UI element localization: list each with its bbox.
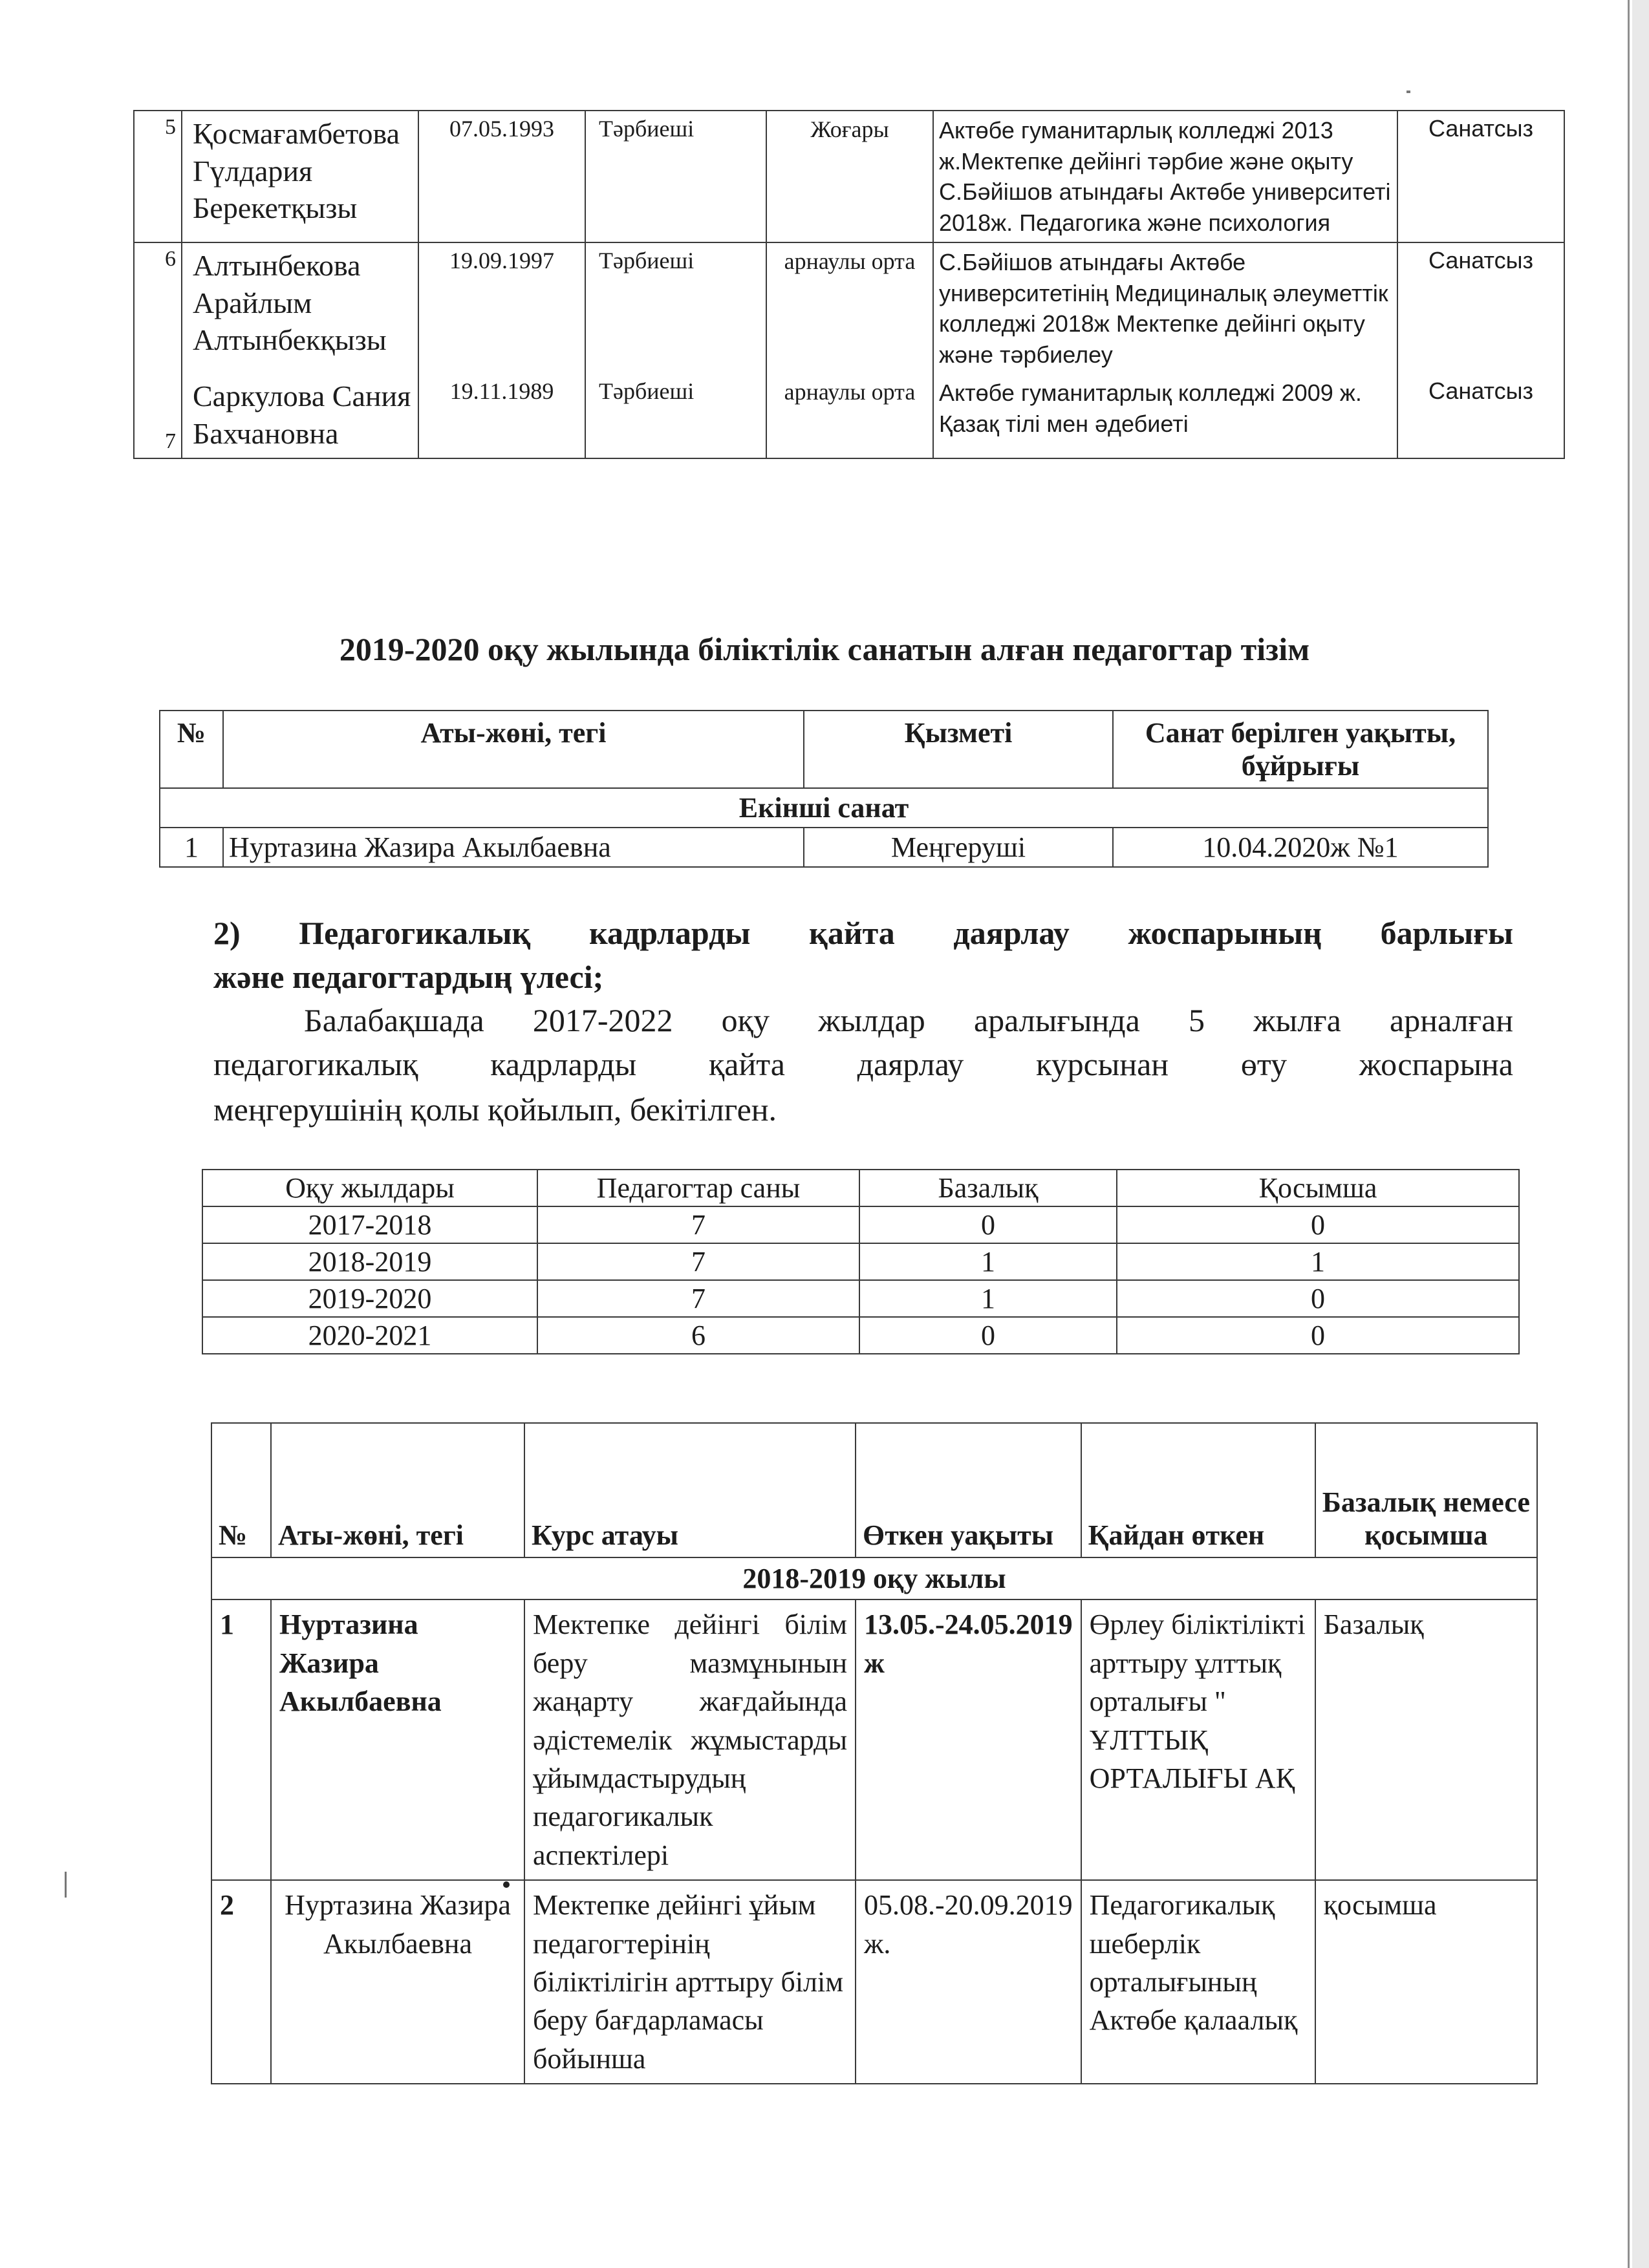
table-header-row: [202, 1170, 1519, 1206]
row-number: 5: [134, 111, 182, 242]
year-row: [211, 1557, 1537, 1599]
education: Жоғары: [766, 111, 933, 242]
table-row: [202, 1206, 1519, 1243]
course-type: қосымша: [1315, 1880, 1537, 2084]
paragraph-line: Балабақшада 2017-2022 оқу жылдар аралығында 5 жылға арналған: [304, 1002, 1513, 1038]
table-row: [211, 1880, 1537, 2084]
course-name: Мектепке дейінгі білім беру мазмұнынын жаңарту жағдайында әдістемелік жұмыстарды ұйымдастырудың педагогикалык аспектілері: [524, 1599, 856, 1880]
table-row: [160, 828, 1488, 867]
section-title-continued: және педагогтардың үлесі;: [213, 959, 604, 995]
plan-table: [202, 1169, 1520, 1354]
table-row: [202, 1243, 1519, 1280]
header-where: Қайдан өткен: [1081, 1423, 1315, 1557]
count-cell: 6: [537, 1317, 859, 1354]
position: Тәрбиеші: [585, 111, 766, 242]
header-name: Аты-жөні, тегі: [223, 711, 804, 788]
basic-cell: 0: [859, 1206, 1117, 1243]
position: Тәрбиеші: [585, 242, 766, 374]
staff-name: Нуртазина Жазира Акылбаевна: [271, 1599, 524, 1880]
table-row: [134, 242, 1564, 374]
header-no: №: [160, 711, 223, 788]
count-cell: 7: [537, 1243, 859, 1280]
table-row: [202, 1280, 1519, 1317]
course-table: [211, 1422, 1538, 2084]
header-basic: Базалық: [859, 1170, 1117, 1206]
header-name: Аты-жөні, тегі: [271, 1423, 524, 1557]
education: арнаулы орта: [766, 242, 933, 374]
header-type: Базалық немесе қосымша: [1315, 1423, 1537, 1557]
section-title: 2) Педагогикалық кадрларды қайта даярлау жоспарының барлығы: [213, 915, 1513, 951]
position: Меңгеруші: [804, 828, 1113, 867]
row-number: 1: [211, 1599, 271, 1880]
birth-date: 19.09.1997: [418, 242, 585, 374]
order-date: 10.04.2020ж №1: [1113, 828, 1488, 867]
group-label: Екінші санат: [160, 788, 1488, 828]
header-years: Оқу жылдары: [202, 1170, 537, 1206]
basic-cell: 1: [859, 1280, 1117, 1317]
year-cell: 2017-2018: [202, 1206, 537, 1243]
row-number: 7: [134, 374, 182, 458]
institution: С.Бәйішов атындағы Актөбе университетінің Медициналық әлеуметтік колледжі 2018ж Мектепке дейінгі оқыту және тәрбиелеу: [933, 242, 1397, 374]
table-header-row: [211, 1423, 1537, 1557]
course-name: Мектепке дейінгі ұйым педагогтерінің біліктілігін арттыру білім беру бағдарламасы бойынша: [524, 1880, 856, 2084]
scan-mark: [65, 1872, 67, 1898]
table-row: [211, 1599, 1537, 1880]
staff-name: Алтынбекова Арайлым Алтынбекқызы: [182, 242, 418, 374]
year-label: 2018-2019 оқу жылы: [211, 1557, 1537, 1599]
year-cell: 2020-2021: [202, 1317, 537, 1354]
group-row: [160, 788, 1488, 828]
category-table: [159, 710, 1489, 868]
institution: Актөбе гуманитарлық колледжі 2013 ж.Мектепке дейінгі тәрбие және оқыту С.Бәйішов атындағы Актөбе университеті 2018ж. Педагогика және психология: [933, 111, 1397, 242]
additional-cell: 0: [1117, 1206, 1519, 1243]
category: Санатсыз: [1397, 242, 1564, 374]
table-row: [134, 111, 1564, 242]
additional-cell: 0: [1117, 1280, 1519, 1317]
staff-name: Саркулова Сания Бахчановна: [182, 374, 418, 458]
header-date: Санат берілген уақыты, бұйрығы: [1113, 711, 1488, 788]
education: арнаулы орта: [766, 374, 933, 458]
scan-dot: [503, 1881, 510, 1888]
course-provider: Өрлеу біліктілікті арттыру ұлттық орталығы " ҰЛТТЫҚ ОРТАЛЫҒЫ АҚ: [1081, 1599, 1315, 1880]
section-heading: 2019-2020 оқу жылында біліктілік санатын алған педагогтар тізім: [339, 631, 1310, 667]
birth-date: 19.11.1989: [418, 374, 585, 458]
table-header-row: [160, 711, 1488, 788]
staff-name: Нуртазина Жазира Акылбаевна: [223, 828, 804, 867]
course-provider: Педагогикалық шеберлік орталығының Актөбе қалаалық: [1081, 1880, 1315, 2084]
header-position: Қызметі: [804, 711, 1113, 788]
year-cell: 2018-2019: [202, 1243, 537, 1280]
header-no: №: [211, 1423, 271, 1557]
row-number: 2: [211, 1880, 271, 2084]
position: Тәрбиеші: [585, 374, 766, 458]
scan-edge: [1632, 0, 1649, 2268]
count-cell: 7: [537, 1206, 859, 1243]
course-type: Базалық: [1315, 1599, 1537, 1880]
scan-edge-line: [1628, 0, 1630, 2268]
course-period: 13.05.-24.05.2019 ж: [856, 1599, 1081, 1880]
basic-cell: 1: [859, 1243, 1117, 1280]
institution: Актөбе гуманитарлық колледжі 2009 ж. Қазақ тілі мен әдебиеті: [933, 374, 1397, 458]
staff-name: Нуртазина Жазира Акылбаевна: [271, 1880, 524, 2084]
staff-name: Қосмағамбетова Гүлдария Берекетқызы: [182, 111, 418, 242]
row-number: 6: [134, 242, 182, 374]
header-course: Курс атауы: [524, 1423, 856, 1557]
paragraph-line: меңгерушінің қолы қойылып, бекітілген.: [213, 1091, 777, 1128]
course-period: 05.08.-20.09.2019 ж.: [856, 1880, 1081, 2084]
additional-cell: 1: [1117, 1243, 1519, 1280]
count-cell: 7: [537, 1280, 859, 1317]
staff-table: [133, 110, 1565, 459]
header-teachers: Педагогтар саны: [537, 1170, 859, 1206]
header-period: Өткен уақыты: [856, 1423, 1081, 1557]
row-number: 1: [160, 828, 223, 867]
additional-cell: 0: [1117, 1317, 1519, 1354]
birth-date: 07.05.1993: [418, 111, 585, 242]
table-row: [202, 1317, 1519, 1354]
basic-cell: 0: [859, 1317, 1117, 1354]
paragraph-line: педагогикалық кадрларды қайта даярлау курсынан өту жоспарына: [213, 1046, 1513, 1082]
header-additional: Қосымша: [1117, 1170, 1519, 1206]
category: Санатсыз: [1397, 111, 1564, 242]
year-cell: 2019-2020: [202, 1280, 537, 1317]
scan-mark: [1406, 91, 1410, 93]
table-row: [134, 374, 1564, 458]
category: Санатсыз: [1397, 374, 1564, 458]
